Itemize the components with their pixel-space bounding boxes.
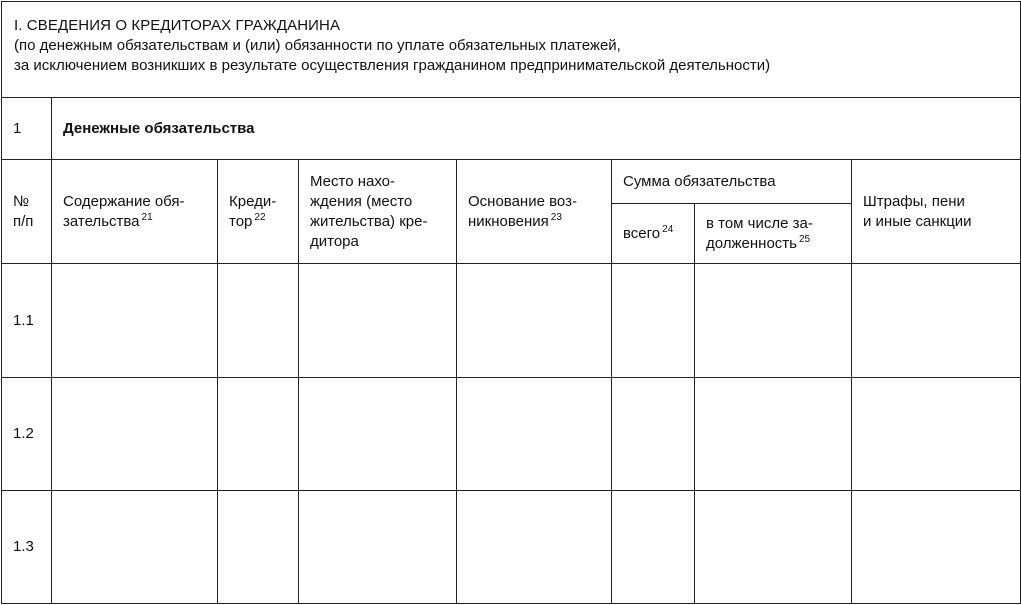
- cell-content[interactable]: [52, 378, 218, 491]
- cell-basis[interactable]: [457, 378, 612, 491]
- form-title: I. СВЕДЕНИЯ О КРЕДИТОРАХ ГРАЖДАНИНА: [14, 17, 341, 34]
- cell-fines[interactable]: [852, 264, 1021, 378]
- table-row: [2, 378, 1021, 491]
- cell-total[interactable]: [612, 378, 695, 491]
- table-row: [2, 264, 1021, 378]
- col-content-line-2-wrap: [63, 212, 217, 232]
- footnote-24: 24: [662, 223, 674, 235]
- row-number: 1.3: [2, 491, 52, 604]
- cell-creditor[interactable]: [218, 264, 299, 378]
- form-subtitle-line-1: (по денежным обязательствам и (или) обязанности по уплате обязательных платежей,: [14, 37, 621, 54]
- col-location-header: [299, 160, 457, 264]
- table-row: [2, 491, 1021, 604]
- form-subtitle-line-2: за исключением возникших в результате осуществления гражданином предпринимательской деятельности): [14, 57, 771, 74]
- col-content-header: [52, 160, 218, 264]
- cell-location[interactable]: [299, 491, 457, 604]
- col-basis-header: [457, 160, 612, 264]
- col-creditor-line-2-wrap: [229, 212, 298, 232]
- col-sum-group-header: Сумма обязательства: [612, 160, 852, 204]
- footnote-21: 21: [141, 211, 153, 223]
- cell-location[interactable]: [299, 378, 457, 491]
- cell-basis[interactable]: [457, 264, 612, 378]
- footnote-25: 25: [799, 233, 811, 245]
- form-header: [2, 2, 1021, 98]
- col-location-line-1: Место нахо-: [310, 172, 396, 190]
- form-header-row: [2, 2, 1021, 98]
- row-number: 1.2: [2, 378, 52, 491]
- col-debt-line-1: в том числе за-: [706, 214, 813, 232]
- column-header-row-1: [2, 160, 1021, 204]
- col-creditor-line-1: Креди-: [229, 192, 277, 210]
- row-number: 1.1: [2, 264, 52, 378]
- cell-basis[interactable]: [457, 491, 612, 604]
- cell-debt[interactable]: [695, 264, 852, 378]
- cell-fines[interactable]: [852, 491, 1021, 604]
- col-location-line-3: жительства) кре-: [310, 212, 428, 230]
- col-num-line-1: №: [13, 192, 30, 210]
- cell-total[interactable]: [612, 491, 695, 604]
- col-creditor-line-2: тор: [229, 212, 253, 230]
- cell-fines[interactable]: [852, 378, 1021, 491]
- footnote-22: 22: [254, 211, 266, 223]
- col-basis-line-2: никновения: [468, 212, 549, 230]
- cell-location[interactable]: [299, 264, 457, 378]
- section-label: Денежные обязательства: [52, 98, 1021, 160]
- col-debt-line-2: долженность: [706, 234, 797, 252]
- cell-creditor[interactable]: [218, 378, 299, 491]
- col-num-line-2: п/п: [13, 212, 34, 230]
- col-creditor-header: [218, 160, 299, 264]
- col-total-label: всего: [623, 224, 661, 242]
- col-location-line-4: дитора: [310, 232, 359, 250]
- col-num-header: [2, 160, 52, 264]
- col-location-line-2: ждения (место: [310, 192, 413, 210]
- col-content-line-1: Содержание обя-: [63, 192, 185, 210]
- col-content-line-2: зательства: [63, 212, 140, 230]
- section-row: [2, 98, 1021, 160]
- cell-content[interactable]: [52, 264, 218, 378]
- cell-content[interactable]: [52, 491, 218, 604]
- cell-total[interactable]: [612, 264, 695, 378]
- col-fines-line-2: и иные санкции: [863, 212, 972, 230]
- cell-debt[interactable]: [695, 378, 852, 491]
- col-debt-line-2-wrap: [706, 234, 851, 254]
- col-basis-line-1: Основание воз-: [468, 192, 577, 210]
- col-fines-header: [852, 160, 1021, 264]
- footnote-23: 23: [550, 211, 562, 223]
- col-fines-line-1: Штрафы, пени: [863, 192, 965, 210]
- section-number: 1: [2, 98, 52, 160]
- cell-creditor[interactable]: [218, 491, 299, 604]
- creditors-table: [1, 1, 1021, 604]
- col-total-header: [612, 204, 695, 264]
- cell-debt[interactable]: [695, 491, 852, 604]
- col-basis-line-2-wrap: [468, 212, 611, 232]
- col-debt-header: [695, 204, 852, 264]
